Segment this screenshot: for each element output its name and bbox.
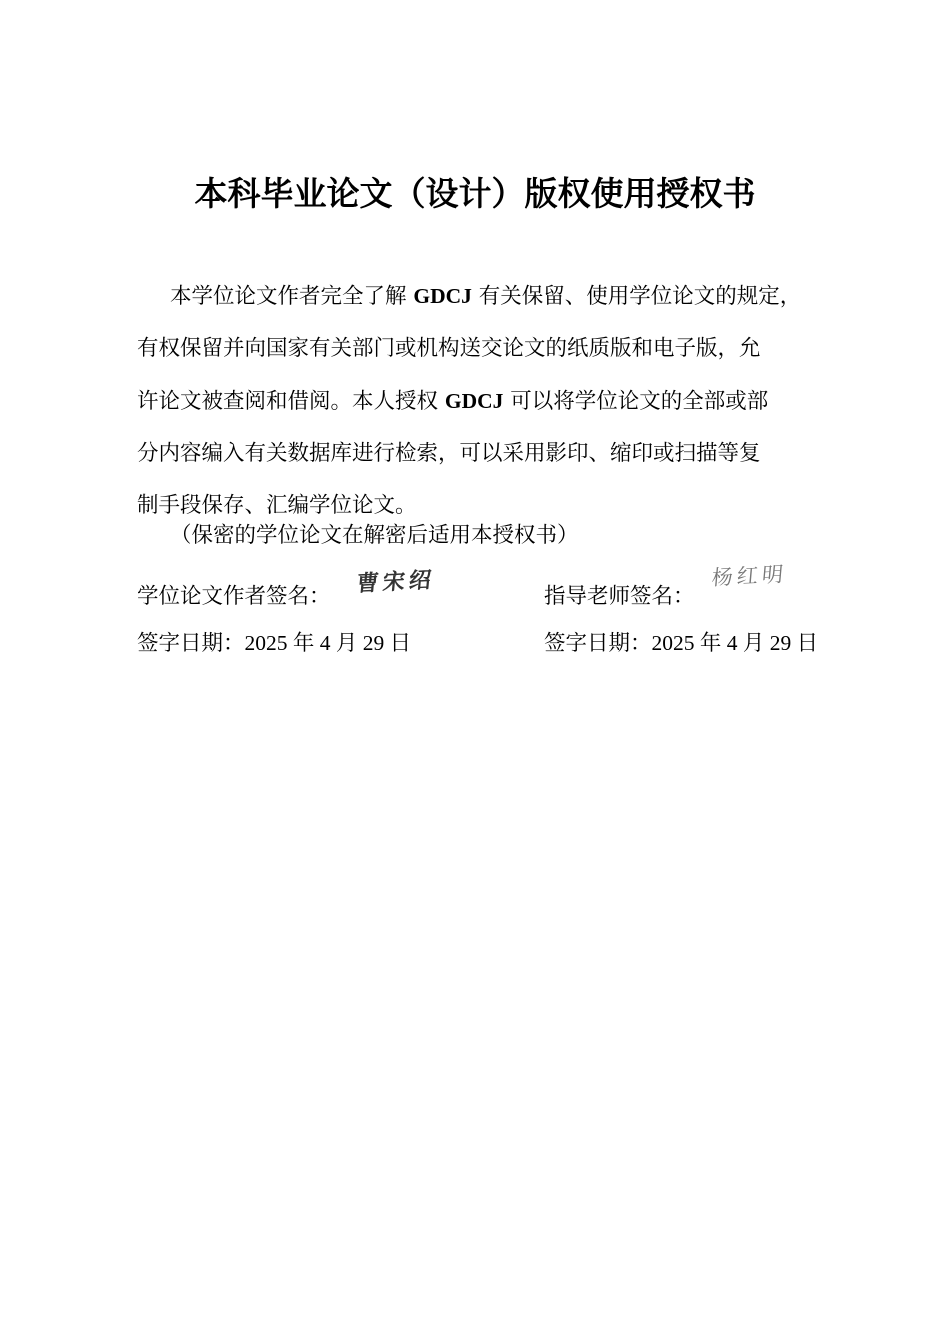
text-segment: 有权保留并向国家有关部门或机构送交论文的纸质版和电子版，允 [137, 336, 761, 361]
text-segment: 分内容编入有关数据库进行检索，可以采用影印、缩印或扫描等复 [137, 441, 761, 466]
advisor-signature-label: 指导老师签名： [544, 584, 695, 609]
confidential-note: （保密的学位论文在解密后适用本授权书） [170, 523, 579, 548]
paragraph-line [137, 428, 857, 480]
advisor-handwritten-signature: 杨红明 [710, 562, 789, 590]
authorization-paragraph [137, 270, 857, 532]
paragraph-line [137, 270, 857, 323]
document-title: 本科毕业论文（设计）版权使用授权书 [194, 174, 756, 213]
text-segment: 可以将学位论文的全部或部 [503, 389, 769, 414]
text-segment: 本学位论文作者完全了解 [170, 284, 414, 309]
author-date-label: 签字日期： [137, 631, 245, 656]
paragraph-line [137, 323, 857, 375]
author-signature-label: 学位论文作者签名： [137, 584, 331, 609]
author-signature-row [137, 579, 331, 610]
text-segment: 有关保留、使用学位论文的规定， [471, 284, 802, 309]
advisor-date-label: 签字日期： [544, 631, 652, 656]
text-segment: 制手段保存、汇编学位论文。 [137, 493, 417, 518]
author-date-value: 2025 年 4 月 29 日 [244, 631, 412, 655]
author-handwritten-signature: 曹宋绍 [355, 567, 437, 598]
advisor-signature-row [544, 579, 695, 610]
institution-abbreviation: GDCJ [413, 284, 472, 308]
text-segment: 许论文被查阅和借阅。本人授权 [137, 389, 445, 414]
advisor-date-row [544, 626, 818, 657]
paragraph-line [137, 375, 857, 428]
advisor-date-value: 2025 年 4 月 29 日 [651, 631, 819, 655]
institution-abbreviation: GDCJ [444, 389, 504, 413]
author-date-row [137, 626, 411, 657]
